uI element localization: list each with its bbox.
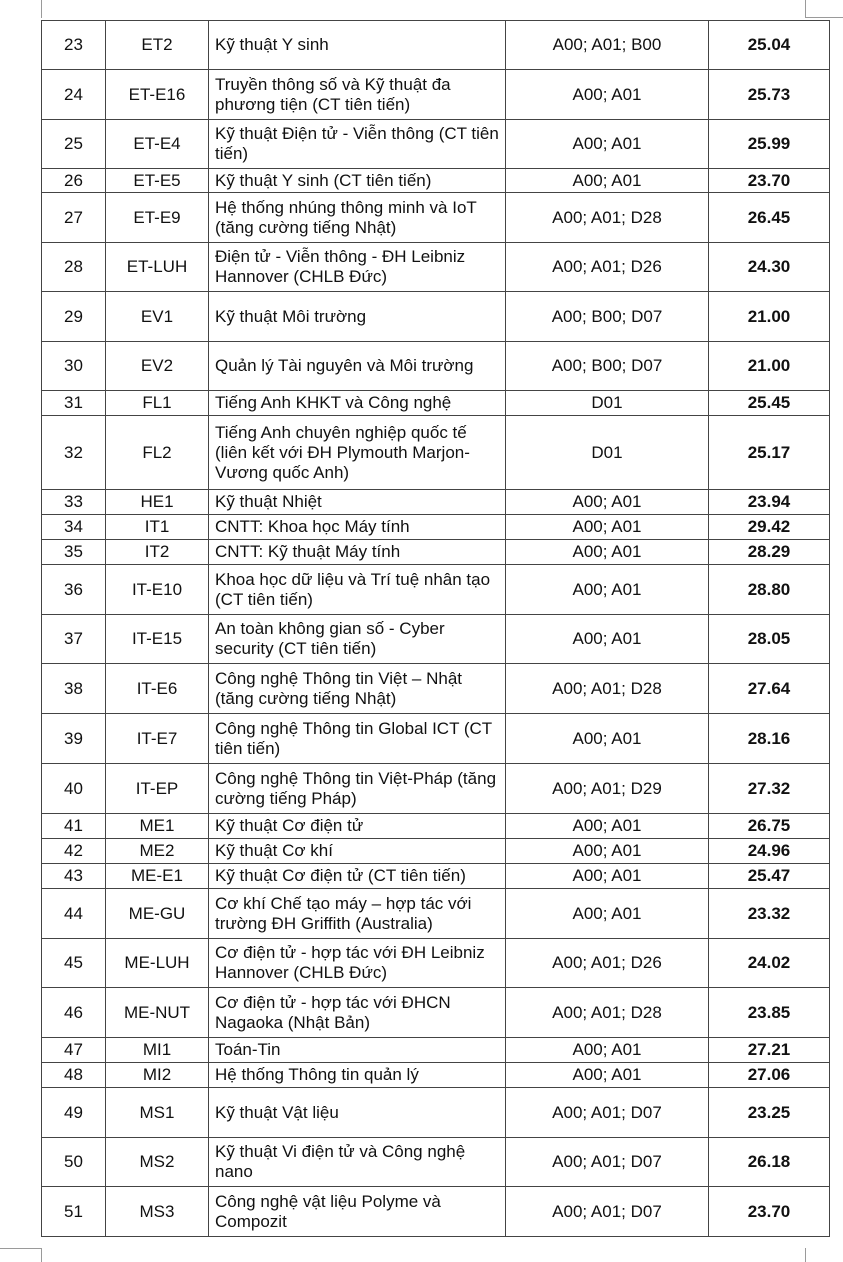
cutoff-score: 23.32 — [709, 889, 830, 939]
subject-combination: A00; A01 — [506, 839, 709, 864]
subject-combination: A00; A01 — [506, 515, 709, 540]
subject-combination: A00; A01; D28 — [506, 664, 709, 714]
table-row — [42, 864, 830, 889]
cutoff-score: 28.80 — [709, 565, 830, 615]
program-name: Khoa học dữ liệu và Trí tuệ nhân tạo (CT tiên tiến) — [209, 565, 506, 615]
program-name: Kỹ thuật Vật liệu — [209, 1088, 506, 1138]
row-number: 30 — [42, 342, 106, 391]
subject-combination: A00; A01; D07 — [506, 1138, 709, 1187]
program-code: EV2 — [106, 342, 209, 391]
program-name: Cơ điện tử - hợp tác với ĐH Leibniz Hannover (CHLB Đức) — [209, 939, 506, 988]
cutoff-score: 24.96 — [709, 839, 830, 864]
cutoff-score: 24.30 — [709, 243, 830, 292]
table-row — [42, 21, 830, 70]
program-code: IT2 — [106, 540, 209, 565]
cutoff-score: 23.70 — [709, 1187, 830, 1237]
program-name: An toàn không gian số - Cyber security (CT tiên tiến) — [209, 615, 506, 664]
program-name: Truyền thông số và Kỹ thuật đa phương tiện (CT tiên tiến) — [209, 70, 506, 120]
row-number: 29 — [42, 292, 106, 342]
program-code: IT-EP — [106, 764, 209, 814]
row-number: 33 — [42, 490, 106, 515]
program-code: IT-E10 — [106, 565, 209, 615]
subject-combination: D01 — [506, 391, 709, 416]
subject-combination: A00; A01 — [506, 120, 709, 169]
program-code: IT-E7 — [106, 714, 209, 764]
program-code: ME2 — [106, 839, 209, 864]
row-number: 38 — [42, 664, 106, 714]
table-row — [42, 292, 830, 342]
table-row — [42, 515, 830, 540]
program-name: Toán-Tin — [209, 1038, 506, 1063]
crop-mark-top-right — [805, 0, 806, 18]
program-name: Kỹ thuật Điện tử - Viễn thông (CT tiên tiến) — [209, 120, 506, 169]
table-row — [42, 664, 830, 714]
program-name: CNTT: Kỹ thuật Máy tính — [209, 540, 506, 565]
cutoff-score: 23.25 — [709, 1088, 830, 1138]
program-code: FL1 — [106, 391, 209, 416]
subject-combination: A00; A01 — [506, 70, 709, 120]
program-name: Kỹ thuật Y sinh (CT tiên tiến) — [209, 169, 506, 193]
program-code: ET-E4 — [106, 120, 209, 169]
row-number: 48 — [42, 1063, 106, 1088]
program-name: Tiếng Anh KHKT và Công nghệ — [209, 391, 506, 416]
row-number: 49 — [42, 1088, 106, 1138]
subject-combination: A00; A01; B00 — [506, 21, 709, 70]
subject-combination: A00; A01 — [506, 714, 709, 764]
table-row — [42, 490, 830, 515]
cutoff-score: 27.21 — [709, 1038, 830, 1063]
row-number: 35 — [42, 540, 106, 565]
cutoff-score: 28.16 — [709, 714, 830, 764]
crop-mark-top-left — [41, 0, 42, 18]
row-number: 39 — [42, 714, 106, 764]
program-name: Hệ thống Thông tin quản lý — [209, 1063, 506, 1088]
subject-combination: A00; A01; D26 — [506, 243, 709, 292]
subject-combination: A00; A01 — [506, 864, 709, 889]
program-name: Kỹ thuật Cơ khí — [209, 839, 506, 864]
cutoff-score: 25.73 — [709, 70, 830, 120]
cutoff-score: 27.32 — [709, 764, 830, 814]
row-number: 41 — [42, 814, 106, 839]
subject-combination: A00; A01 — [506, 1063, 709, 1088]
program-code: IT1 — [106, 515, 209, 540]
program-name: Công nghệ Thông tin Global ICT (CT tiên tiến) — [209, 714, 506, 764]
crop-mark-top-right-h — [805, 17, 843, 18]
subject-combination: A00; A01; D28 — [506, 988, 709, 1038]
table-row — [42, 1088, 830, 1138]
row-number: 45 — [42, 939, 106, 988]
subject-combination: A00; B00; D07 — [506, 292, 709, 342]
subject-combination: A00; A01; D28 — [506, 193, 709, 243]
cutoff-score: 23.70 — [709, 169, 830, 193]
table-row — [42, 814, 830, 839]
program-code: ET-E9 — [106, 193, 209, 243]
cutoff-score: 26.75 — [709, 814, 830, 839]
program-name: Công nghệ Thông tin Việt – Nhật (tăng cường tiếng Nhật) — [209, 664, 506, 714]
program-code: MS1 — [106, 1088, 209, 1138]
row-number: 47 — [42, 1038, 106, 1063]
subject-combination: A00; A01 — [506, 889, 709, 939]
table-row — [42, 1187, 830, 1237]
program-name: Công nghệ Thông tin Việt-Pháp (tăng cường tiếng Pháp) — [209, 764, 506, 814]
table-row — [42, 416, 830, 490]
program-name: Quản lý Tài nguyên và Môi trường — [209, 342, 506, 391]
program-name: Cơ khí Chế tạo máy – hợp tác với trường ĐH Griffith (Australia) — [209, 889, 506, 939]
cutoff-score: 29.42 — [709, 515, 830, 540]
program-name: Tiếng Anh chuyên nghiệp quốc tế (liên kết với ĐH Plymouth Marjon-Vương quốc Anh) — [209, 416, 506, 490]
program-code: ET-LUH — [106, 243, 209, 292]
program-code: FL2 — [106, 416, 209, 490]
row-number: 25 — [42, 120, 106, 169]
program-code: MS2 — [106, 1138, 209, 1187]
admission-score-table — [41, 20, 830, 1237]
program-code: ET2 — [106, 21, 209, 70]
table-row — [42, 540, 830, 565]
cutoff-score: 27.06 — [709, 1063, 830, 1088]
program-name: Kỹ thuật Vi điện tử và Công nghệ nano — [209, 1138, 506, 1187]
table-row — [42, 939, 830, 988]
program-name: Kỹ thuật Môi trường — [209, 292, 506, 342]
subject-combination: A00; A01 — [506, 169, 709, 193]
subject-combination: A00; A01 — [506, 615, 709, 664]
program-name: Kỹ thuật Cơ điện tử — [209, 814, 506, 839]
program-name: Kỹ thuật Y sinh — [209, 21, 506, 70]
crop-mark-bottom-left-h — [0, 1248, 41, 1249]
table-row — [42, 988, 830, 1038]
program-code: MI2 — [106, 1063, 209, 1088]
crop-mark-bottom-right — [805, 1248, 806, 1262]
cutoff-score: 28.05 — [709, 615, 830, 664]
program-code: ET-E5 — [106, 169, 209, 193]
table-row — [42, 714, 830, 764]
crop-mark-bottom-left — [41, 1248, 42, 1262]
program-code: ME-GU — [106, 889, 209, 939]
cutoff-score: 25.99 — [709, 120, 830, 169]
cutoff-score: 26.45 — [709, 193, 830, 243]
cutoff-score: 25.47 — [709, 864, 830, 889]
subject-combination: A00; A01; D29 — [506, 764, 709, 814]
table-row — [42, 120, 830, 169]
cutoff-score: 23.85 — [709, 988, 830, 1038]
table-row — [42, 764, 830, 814]
program-code: EV1 — [106, 292, 209, 342]
program-code: HE1 — [106, 490, 209, 515]
program-name: Công nghệ vật liệu Polyme và Compozit — [209, 1187, 506, 1237]
row-number: 23 — [42, 21, 106, 70]
table-row — [42, 615, 830, 664]
program-code: IT-E6 — [106, 664, 209, 714]
row-number: 24 — [42, 70, 106, 120]
program-code: MI1 — [106, 1038, 209, 1063]
row-number: 51 — [42, 1187, 106, 1237]
table-row — [42, 193, 830, 243]
subject-combination: D01 — [506, 416, 709, 490]
subject-combination: A00; A01 — [506, 490, 709, 515]
program-name: CNTT: Khoa học Máy tính — [209, 515, 506, 540]
program-name: Kỹ thuật Cơ điện tử (CT tiên tiến) — [209, 864, 506, 889]
cutoff-score: 21.00 — [709, 292, 830, 342]
subject-combination: A00; B00; D07 — [506, 342, 709, 391]
row-number: 27 — [42, 193, 106, 243]
subject-combination: A00; A01 — [506, 1038, 709, 1063]
cutoff-score: 25.45 — [709, 391, 830, 416]
subject-combination: A00; A01 — [506, 565, 709, 615]
cutoff-score: 24.02 — [709, 939, 830, 988]
row-number: 28 — [42, 243, 106, 292]
subject-combination: A00; A01 — [506, 814, 709, 839]
cutoff-score: 26.18 — [709, 1138, 830, 1187]
row-number: 34 — [42, 515, 106, 540]
table-row — [42, 889, 830, 939]
program-code: ME-LUH — [106, 939, 209, 988]
table-body — [42, 21, 830, 1237]
row-number: 50 — [42, 1138, 106, 1187]
row-number: 32 — [42, 416, 106, 490]
table-row — [42, 243, 830, 292]
program-code: ME-E1 — [106, 864, 209, 889]
program-code: ET-E16 — [106, 70, 209, 120]
table-row — [42, 1038, 830, 1063]
row-number: 46 — [42, 988, 106, 1038]
program-code: MS3 — [106, 1187, 209, 1237]
row-number: 44 — [42, 889, 106, 939]
table-row — [42, 70, 830, 120]
table-row — [42, 1138, 830, 1187]
subject-combination: A00; A01; D26 — [506, 939, 709, 988]
cutoff-score: 25.17 — [709, 416, 830, 490]
cutoff-score: 25.04 — [709, 21, 830, 70]
program-name: Điện tử - Viễn thông - ĐH Leibniz Hannover (CHLB Đức) — [209, 243, 506, 292]
table-row — [42, 391, 830, 416]
program-code: IT-E15 — [106, 615, 209, 664]
row-number: 43 — [42, 864, 106, 889]
program-name: Cơ điện tử - hợp tác với ĐHCN Nagaoka (Nhật Bản) — [209, 988, 506, 1038]
row-number: 37 — [42, 615, 106, 664]
table-row — [42, 565, 830, 615]
program-name: Hệ thống nhúng thông minh và IoT (tăng cường tiếng Nhật) — [209, 193, 506, 243]
cutoff-score: 27.64 — [709, 664, 830, 714]
table-row — [42, 1063, 830, 1088]
subject-combination: A00; A01; D07 — [506, 1088, 709, 1138]
program-name: Kỹ thuật Nhiệt — [209, 490, 506, 515]
cutoff-score: 28.29 — [709, 540, 830, 565]
table-row — [42, 342, 830, 391]
table-row — [42, 169, 830, 193]
subject-combination: A00; A01 — [506, 540, 709, 565]
subject-combination: A00; A01; D07 — [506, 1187, 709, 1237]
row-number: 31 — [42, 391, 106, 416]
program-code: ME-NUT — [106, 988, 209, 1038]
row-number: 40 — [42, 764, 106, 814]
cutoff-score: 21.00 — [709, 342, 830, 391]
program-code: ME1 — [106, 814, 209, 839]
row-number: 26 — [42, 169, 106, 193]
table-row — [42, 839, 830, 864]
row-number: 36 — [42, 565, 106, 615]
cutoff-score: 23.94 — [709, 490, 830, 515]
row-number: 42 — [42, 839, 106, 864]
